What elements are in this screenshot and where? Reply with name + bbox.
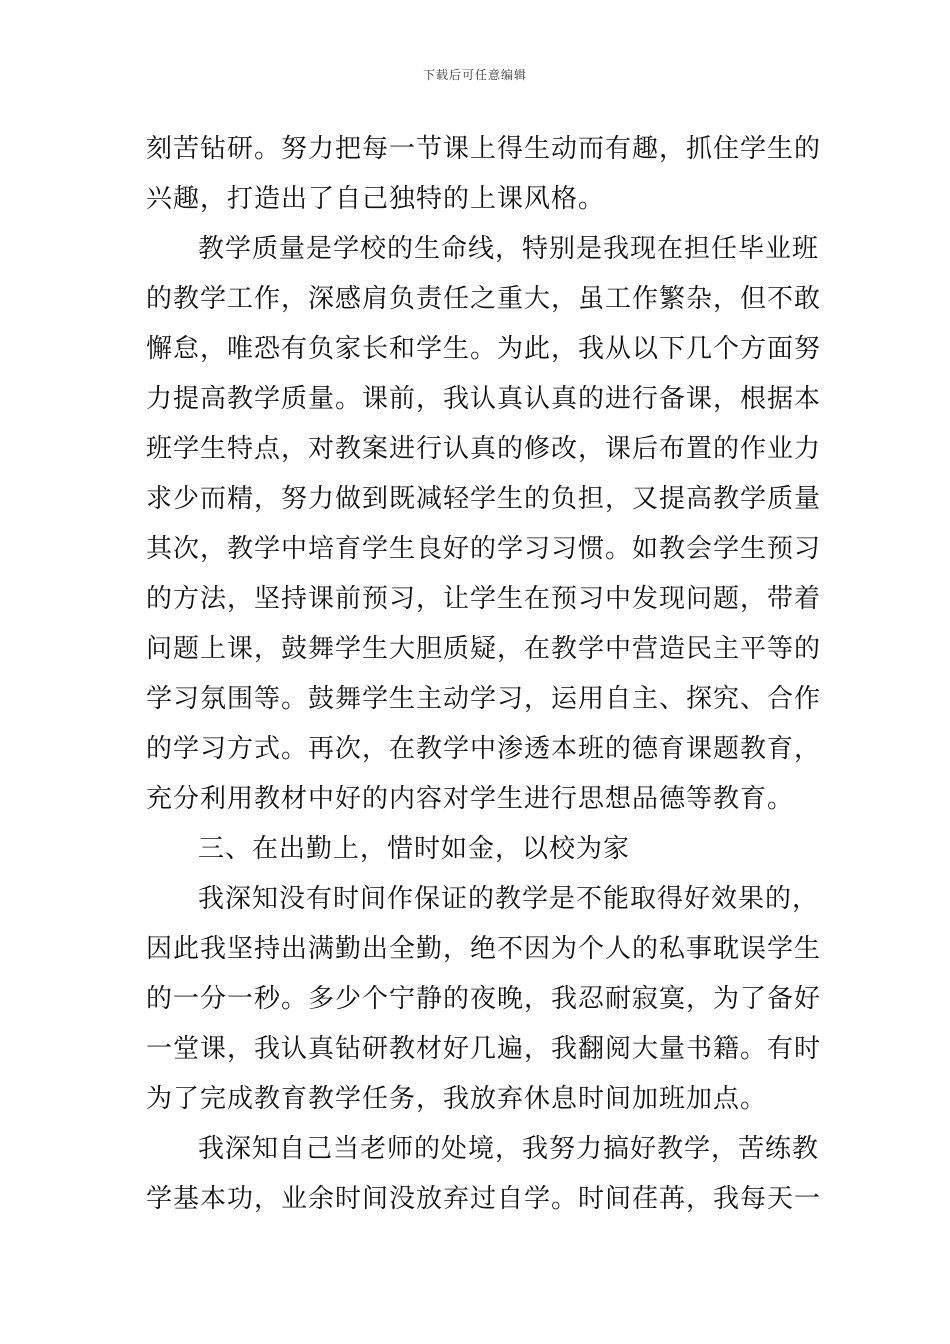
text-line: 为了完成教育教学任务，我放弃休息时间加班加点。 — [146, 1084, 768, 1114]
text-line: 一堂课，我认真钻研教材好几遍，我翻阅大量书籍。有时 — [146, 1034, 822, 1064]
text-line: 刻苦钻研。努力把每一节课上得生动而有趣，抓住学生的 — [146, 134, 822, 164]
text-line: 懈怠，唯恐有负家长和学生。为此，我从以下几个方面努 — [146, 334, 822, 364]
text-line: 力提高教学质量。课前，我认真认真的进行备课，根据本 — [146, 384, 822, 414]
text-line: 学习氛围等。鼓舞学生主动学习，运用自主、探究、合作 — [146, 684, 822, 714]
text-line: 三、在出勤上，惜时如金，以校为家 — [198, 834, 631, 864]
text-line: 因此我坚持出满勤出全勤，绝不因为个人的私事耽误学生 — [146, 934, 822, 964]
document-body — [146, 124, 822, 1224]
text-line: 我深知自己当老师的处境，我努力搞好教学，苦练教 — [198, 1134, 820, 1164]
text-line: 班学生特点，对教案进行认真的修改，课后布置的作业力 — [146, 434, 822, 464]
text-line: 我深知没有时间作保证的教学是不能取得好效果的， — [198, 884, 820, 914]
text-line: 的教学工作，深感肩负责任之重大，虽工作繁杂，但不敢 — [146, 284, 822, 314]
text-line: 兴趣，打造出了自己独特的上课风格。 — [146, 184, 606, 214]
text-line: 的一分一秒。多少个宁静的夜晚，我忍耐寂寞，为了备好 — [146, 984, 822, 1014]
text-line: 问题上课，鼓舞学生大胆质疑，在教学中营造民主平等的 — [146, 634, 822, 664]
text-line: 教学质量是学校的生命线，特别是我现在担任毕业班 — [198, 234, 820, 264]
text-line: 学基本功，业余时间没放弃过自学。时间荏苒，我每天一 — [146, 1184, 822, 1214]
page-header: 下载后可任意编辑 — [422, 68, 527, 82]
text-line: 的学习方式。再次，在教学中渗透本班的德育课题教育， — [146, 734, 822, 764]
text-line: 求少而精，努力做到既减轻学生的负担，又提高教学质量 — [146, 484, 822, 514]
text-line: 的方法，坚持课前预习，让学生在预习中发现问题，带着 — [146, 584, 822, 614]
text-line: 其次，教学中培育学生良好的学习习惯。如教会学生预习 — [146, 534, 822, 564]
text-line: 充分利用教材中好的内容对学生进行思想品德等教育。 — [146, 784, 795, 814]
